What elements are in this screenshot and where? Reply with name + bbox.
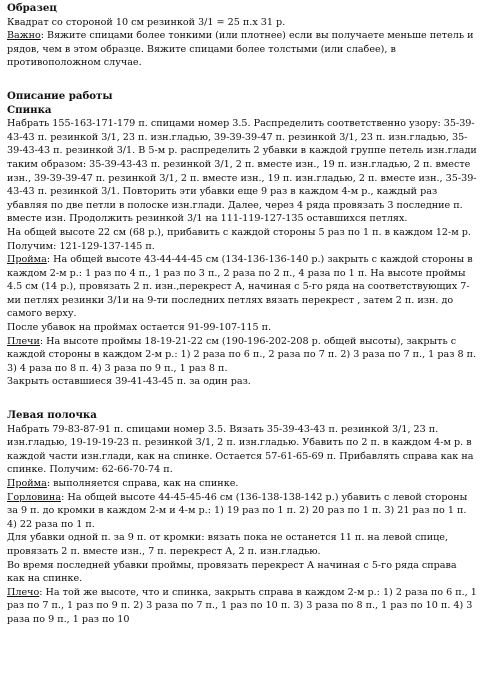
left-front-cast-on-paragraph: Набрать 79-83-87-91 п. спицами номер 3.5. Вязать 35-39-43-43 п. резинкой 3/1, 23 п. изн.гладью, 19-19-19-23 п. резинкой 3/1, 2 п. изн.гладью. Убавить по 2 п. в каждом 4-м р. в каждой части изн.глади, как на спинке. Остается 57-61-65-69 п. Прибавлять справа как на спинке. Получим: 62-66-70-74 п.	[7, 423, 474, 476]
document-page	[7, 2, 477, 627]
armhole-label: Пройма	[7, 254, 47, 266]
back-armhole-paragraph	[7, 253, 477, 321]
back-stitch-count: Получим: 121-129-137-145 п.	[7, 240, 155, 252]
spacer	[7, 70, 477, 90]
lf-armhole-label: Пройма	[7, 478, 47, 489]
shoulders-text: : На высоте проймы 18-19-21-22 см (190-196-202-208 р. общей высоты), закрыть с каждой стороны в каждом 2-м р.: 1) 2 раза по 6 п., 2 раза по 7 п. 2) 3 раза по 7 п., 1 раз 8 п. 3) 4 раза по 8 п. 4) 3 раза по 9 п., 1 раз 8 п.	[7, 335, 477, 374]
sample-important-paragraph	[7, 29, 477, 70]
sample-gauge-line: Квадрат со стороной 10 см резинкой 3/1 = 25 п.х 31 р.	[7, 16, 286, 28]
back-shoulders-paragraph	[7, 335, 477, 376]
back-increase-paragraph: На общей высоте 22 см (68 р.), прибавить с каждой стороны 5 раз по 1 п. в каждом 12-м р.	[7, 226, 471, 238]
important-label: Важно	[7, 30, 41, 42]
lf-shoulder-text: : На той же высоте, что и спинка, закрыть справа в каждом 2-м р.: 1) 2 раза по 6 п., 1 раз по 7 п., 1 раз по 9 п. 2) 3 раза по 7 п., 1 раз по 10 п. 3) 3 раза по 8 п., 1 раз по 10 п. 4) 3 раза по 9 п., 1 раз по 10	[7, 586, 477, 625]
left-front-neck-paragraph	[7, 491, 477, 532]
sample-heading: Образец	[7, 2, 57, 14]
neck-text: : На общей высоте 44-45-45-46 см (136-138-138-142 р.) убавить с левой стороны за 9 п. до кромки в каждом 2-м и 4-м р.: 1) 19 раз по 1 п. 2) 20 раз по 1 п. 3) 21 раз по 1 п. 4) 22 раза по 1 п.	[7, 491, 468, 530]
left-front-heading: Левая полочка	[7, 409, 97, 422]
left-front-shoulder-paragraph	[7, 586, 477, 627]
spacer	[7, 389, 477, 409]
shoulders-label: Плечи	[7, 335, 40, 347]
back-cast-on-paragraph: Набрать 155-163-171-179 п. спицами номер 3.5. Распределить соответственно узору: 35-39-43-43 п. резинкой 3/1, 23 п. изн.гладью, 39-39-39-47 п. резинкой 3/1, 23 п. изн.гладью, 35-39-43-43 п. резинкой 3/1. В 5-м р. распределить 2 убавки в каждой группе петель изн.глади таким образом: 35-39-43-43 п. резинкой 3/1, 2 п. вместе изн., 19 п. изн.гладью, 2 п. вместе изн., 39-39-39-47 п. резинкой 3/1, 2 п. вместе изн., 19 п. изн.гладью, 2 п. вместе изн., 35-39-43-43 п. резинкой 3/1. Повторить эти убавки еще 9 раз в каждом 4-м р., каждый раз убавляя по две петли в полоске изн.глади. Далее, через 4 ряда провязать 3 последние п. вместе изн. Продолжить резинкой 3/1 на 111-119-127-135 оставшихся петлях.	[7, 118, 477, 225]
back-armhole-remaining: После убавок на проймах остается 91-99-107-115 п.	[7, 322, 272, 334]
armhole-text: : На общей высоте 43-44-44-45 см (134-136-136-140 р.) закрыть с каждой стороны в каждом 2-м р.: 1 раз по 4 п., 1 раз по 3 п., 2 раза по 2 п., 4 раза по 1 п. На высоте проймы 4.5 см (14 р.), провязать 2 п. изн.,перекрест А, начиная с 5-го ряда на соответствующих 7-ми петлях резинки 3/1и на 9-ти последних петлях вязать перекрест , затем 2 п. изн. до самого верху.	[7, 254, 473, 320]
back-heading: Спинка	[7, 103, 52, 116]
work-heading: Описание работы	[7, 89, 113, 102]
left-front-decrease-paragraph: Для убавки одной п. за 9 п. от кромки: вязать пока не останется 11 п. на левой спице, провязать 2 п. вместе изн., 7 п. перекрест А, 2 п. изн.гладью.	[7, 532, 449, 557]
important-text: : Вяжите спицами более тонкими (или плотнее) если вы получаете меньше петель и рядов, чем в этом образце. Вяжите спицами более толстыми (или слабее), в противоположном случае.	[7, 30, 474, 69]
lf-shoulder-label: Плечо	[7, 586, 40, 598]
back-close-rest: Закрыть оставшиеся 39-41-43-45 п. за один раз.	[7, 376, 251, 388]
lf-armhole-text: : выполняется справа, как на спинке.	[46, 478, 239, 489]
neck-label: Горловина	[7, 491, 62, 503]
left-front-cross-paragraph: Во время последней убавки проймы, провязать перекрест А начиная с 5-го ряда справа как на спинке.	[7, 559, 457, 585]
left-front-armhole-paragraph	[7, 477, 477, 491]
